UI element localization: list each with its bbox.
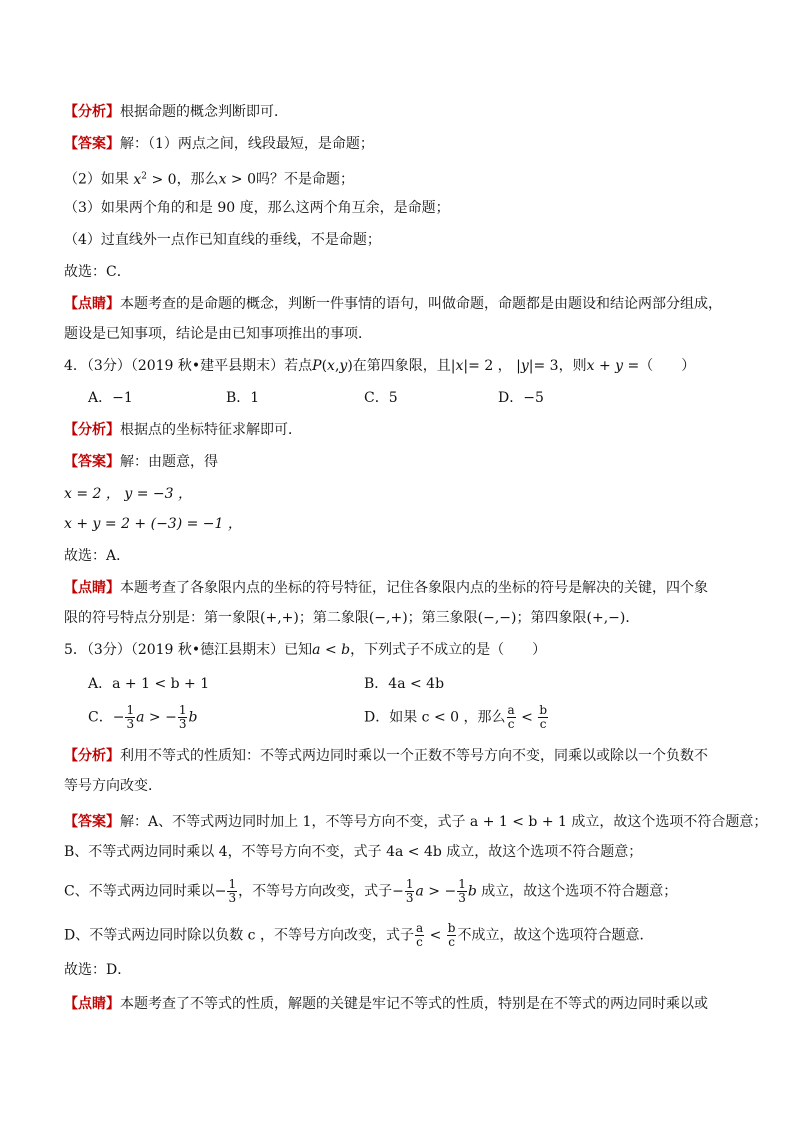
math-abs-x: |x|= 2 [450, 358, 494, 374]
q4-stem: 4．（3分）（2019 秋•建平县期末）若点P(x,y)在第四象限，且|x|= 2 ， |y|= 3，则x + y =（ ） [64, 358, 696, 374]
q5-answer-b: B、不等式两边同时乘以 4，不等号方向不变，式子 4a < 4b 成立，故这个选项不符合题意； [64, 844, 643, 860]
q4-answer: 【答案】解：由题意，得 [64, 454, 218, 470]
q5-option-a: A．a + 1 < b + 1 [88, 676, 210, 692]
math-abs-y: |y|= 3 [516, 358, 559, 374]
q5-option-c: C．− $\frac{1}{3}$ a > − $\frac{1}{3}$ b [88, 703, 198, 731]
q4-choice: 故选：A． [64, 548, 131, 564]
math-x-gt-0: x > 0 [218, 171, 257, 188]
q3-answer-line-2: （2）如果 $x^2 > 0$，那么x > 0吗？不是命题； [64, 171, 355, 188]
comment-tag: 【点睛】 [64, 296, 120, 312]
q5-choice: 故选：D． [64, 962, 132, 978]
q5-answer-d: D、不等式两边同时除以负数 c ，不等号方向改变，式子 $\frac{a}{c}$ < $\frac{b}{c}$ 不成立，故这个选项符合题意． [64, 921, 654, 949]
q3-answer-line-4: （4）过直线外一点作已知直线的垂线，不是命题； [64, 232, 381, 248]
q3-comment-line-2: 题设是已知事项，结论是由已知事项推出的事项． [64, 326, 372, 342]
math-point-p: P(x,y) [312, 358, 353, 374]
q4-analysis: 【分析】根据点的坐标特征求解即可． [64, 422, 302, 438]
q5-analysis: 【分析】利用不等式的性质知：不等式两边同时乘以一个正数不等号方向不变，同乘以或除以一个负数不 [64, 748, 708, 764]
q5-answer: 【答案】解：A、不等式两边同时加上 1，不等号方向不变，式子 a + 1 < b + 1 成立，故这个选项不符合题意； [64, 814, 768, 830]
q3-comment: 【点睛】本题考查的是命题的概念，判断一件事情的语句，叫做命题，命题都是由题设和结论两部分组成， [64, 296, 722, 312]
q5-option-d: D．如果 c < 0 ，那么 $\frac{a}{c}$ < $\frac{b}{c}$ [364, 703, 547, 731]
q3-analysis: 【分析】根据命题的概念判断即可． [64, 104, 288, 120]
q4-option-c: C．5 [364, 390, 398, 406]
q4-option-a: A．−1 [88, 390, 133, 406]
q4-eq-2: x + y = 2 + (−3) = −1 ， [64, 516, 242, 532]
q5-answer-c: C、不等式两边同时乘以− $\frac{1}{3}$ ，不等号方向改变，式子− $\frac{1}{3}$ a > − $\frac{1}{3}$ b 成立，故这个选项不符合题意； [64, 877, 678, 905]
q3-answer-line-3: （3）如果两个角的和是 90 度，那么这两个角互余，是命题； [64, 200, 450, 216]
analysis-tag: 【分析】 [64, 104, 120, 120]
q4-comment: 【点睛】本题考查了各象限内点的坐标的符号特征，记住各象限内点的坐标的符号是解决的关键，四个象 [64, 580, 708, 596]
q4-eq-1: x = 2 ， y = −3 ， [64, 486, 192, 502]
math-x2-gt-0: $x^2 > 0$ [133, 171, 177, 188]
math-a-lt-b: a < b [312, 642, 351, 658]
math-x-plus-y: x + y = [586, 358, 640, 374]
q5-option-b: B．4a < 4b [364, 676, 445, 692]
answer-tag: 【答案】 [64, 136, 120, 152]
q5-analysis-line-2: 等号方向改变． [64, 778, 162, 794]
q3-choice: 故选：C． [64, 264, 131, 280]
q5-stem: 5．（3分）（2019 秋•德江县期末）已知a < b，下列式子不成立的是（ ） [64, 642, 547, 658]
q4-option-d: D．−5 [498, 390, 544, 406]
q3-answer: 【答案】解：（1）两点之间，线段最短，是命题； [64, 136, 374, 152]
q4-option-b: B．1 [226, 390, 260, 406]
q4-comment-line-2: 限的符号特点分别是：第一象限(+,+)；第二象限(−,+)；第三象限(−,−)；第四象限(+,−)． [64, 610, 640, 626]
q5-comment: 【点睛】本题考查了不等式的性质，解题的关键是牢记不等式的性质，特别是在不等式的两边同时乘以或 [64, 996, 708, 1012]
